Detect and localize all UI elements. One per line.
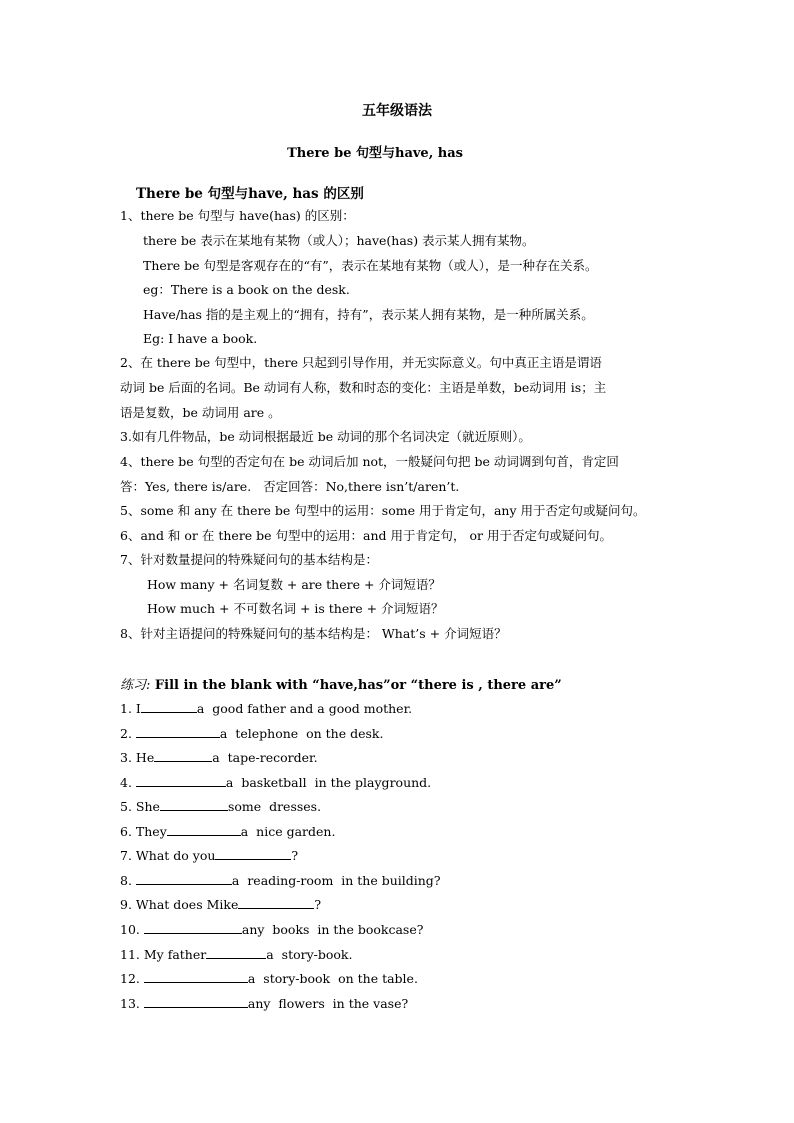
- answer-blank[interactable]: [136, 872, 232, 885]
- item-number: 7.: [120, 848, 132, 863]
- exercise-item: [120, 774, 431, 791]
- answer-blank[interactable]: [154, 749, 212, 762]
- exercise-item: [120, 847, 298, 864]
- exercise-instruction: Fill in the blank with “have,has”or “there is , there are”: [154, 678, 562, 693]
- item-prefix: What does Mike: [135, 897, 239, 912]
- item-number: 13.: [120, 996, 140, 1011]
- item-suffix: a basketball in the playground.: [225, 775, 432, 790]
- item-number: 6.: [120, 824, 132, 839]
- item-number: 1.: [120, 701, 132, 716]
- answer-blank[interactable]: [167, 823, 241, 836]
- item-suffix: any flowers in the vase?: [247, 996, 409, 1011]
- document-title: 五年级语法: [362, 103, 432, 119]
- answer-blank[interactable]: [136, 725, 220, 738]
- item-number: 4.: [120, 775, 132, 790]
- note-line: 1、there be 句型与 have(has) 的区别：: [120, 208, 355, 223]
- answer-blank[interactable]: [144, 970, 248, 983]
- item-suffix: any books in the bookcase?: [241, 922, 424, 937]
- exercise-item: [120, 823, 335, 840]
- item-prefix: I: [135, 701, 141, 716]
- note-line: 3.如有几件物品，be 动词根据最近 be 动词的那个名词决定（就近原则）。: [120, 429, 531, 444]
- note-line: How many + 名词复数 + are there + 介词短语？: [147, 577, 441, 592]
- note-line: 动词 be 后面的名词。Be 动词有人称，数和时态的变化：主语是单数，be动词用 is；主: [120, 380, 607, 395]
- answer-blank[interactable]: [160, 798, 228, 811]
- exercise-item: [120, 749, 318, 766]
- item-number: 2.: [120, 726, 132, 741]
- exercise-heading: [120, 674, 562, 693]
- item-prefix: My father: [143, 947, 207, 962]
- item-suffix: a story-book on the table.: [247, 971, 418, 986]
- item-suffix: a good father and a good mother.: [196, 701, 413, 716]
- answer-blank[interactable]: [141, 700, 197, 713]
- item-suffix: some dresses.: [227, 799, 322, 814]
- note-line: 5、some 和 any 在 there be 句型中的运用：some 用于肯定句，any 用于否定句或疑问句。: [120, 503, 646, 518]
- note-line: Eg: I have a book.: [143, 331, 258, 346]
- exercise-item: [120, 921, 423, 938]
- item-number: 8.: [120, 873, 132, 888]
- answer-blank[interactable]: [144, 995, 248, 1008]
- answer-blank[interactable]: [238, 896, 314, 909]
- note-line: 6、and 和 or 在 there be 句型中的运用：and 用于肯定句， or 用于否定句或疑问句。: [120, 528, 612, 543]
- item-number: 11.: [120, 947, 140, 962]
- item-prefix: They: [135, 824, 167, 839]
- note-line: 2、在 there be 句型中，there 只起到引导作用，并无实际意义。句中真正主语是谓语: [120, 355, 602, 370]
- note-line: How much + 不可数名词 + is there + 介词短语？: [147, 601, 444, 616]
- item-suffix: a telephone on the desk.: [219, 726, 384, 741]
- note-line: 答：Yes, there is/are. 否定回答：No,there isn’t/aren’t.: [120, 479, 460, 494]
- item-suffix: a reading-room in the building?: [231, 873, 441, 888]
- note-line: eg：There is a book on the desk.: [143, 282, 350, 297]
- note-line: Have/has 指的是主观上的“拥有，持有”，表示某人拥有某物，是一种所属关系。: [143, 307, 594, 322]
- item-prefix: She: [135, 799, 160, 814]
- exercise-item: [120, 896, 321, 913]
- item-suffix: a tape-recorder.: [212, 750, 318, 765]
- item-number: 9.: [120, 897, 132, 912]
- exercise-item: [120, 946, 352, 963]
- answer-blank[interactable]: [144, 921, 242, 934]
- item-number: 3.: [120, 750, 132, 765]
- answer-blank[interactable]: [136, 774, 226, 787]
- note-line: 7、针对数量提问的特殊疑问句的基本结构是：: [120, 552, 378, 567]
- exercise-item: [120, 700, 412, 717]
- note-line: 8、针对主语提问的特殊疑问句的基本结构是： What’s + 介词短语？: [120, 626, 507, 641]
- note-line: There be 句型是客观存在的“有”，表示在某地有某物（或人），是一种存在关系。: [143, 258, 598, 273]
- section-heading: There be 句型与have, has 的区别: [136, 186, 364, 202]
- item-prefix: What do you: [135, 848, 216, 863]
- exercise-item: [120, 725, 383, 742]
- item-prefix: He: [135, 750, 155, 765]
- exercise-label: 练习:: [120, 678, 151, 693]
- exercise-item: [120, 970, 418, 987]
- item-suffix: a nice garden.: [240, 824, 336, 839]
- item-number: 12.: [120, 971, 140, 986]
- item-suffix: ?: [314, 897, 322, 912]
- note-line: 语是复数，be 动词用 are 。: [120, 405, 281, 420]
- item-number: 10.: [120, 922, 140, 937]
- answer-blank[interactable]: [206, 946, 266, 959]
- item-suffix: ?: [291, 848, 299, 863]
- document-subtitle: There be 句型与have, has: [287, 146, 463, 161]
- item-number: 5.: [120, 799, 132, 814]
- exercise-item: [120, 995, 408, 1012]
- answer-blank[interactable]: [215, 847, 291, 860]
- note-line: 4、there be 句型的否定句在 be 动词后加 not，一般疑问句把 be 动词调到句首，肯定回: [120, 454, 619, 469]
- note-line: there be 表示在某地有某物（或人）；have(has) 表示某人拥有某物。: [143, 233, 535, 248]
- item-suffix: a story-book.: [266, 947, 353, 962]
- exercise-item: [120, 798, 321, 815]
- exercise-item: [120, 872, 441, 889]
